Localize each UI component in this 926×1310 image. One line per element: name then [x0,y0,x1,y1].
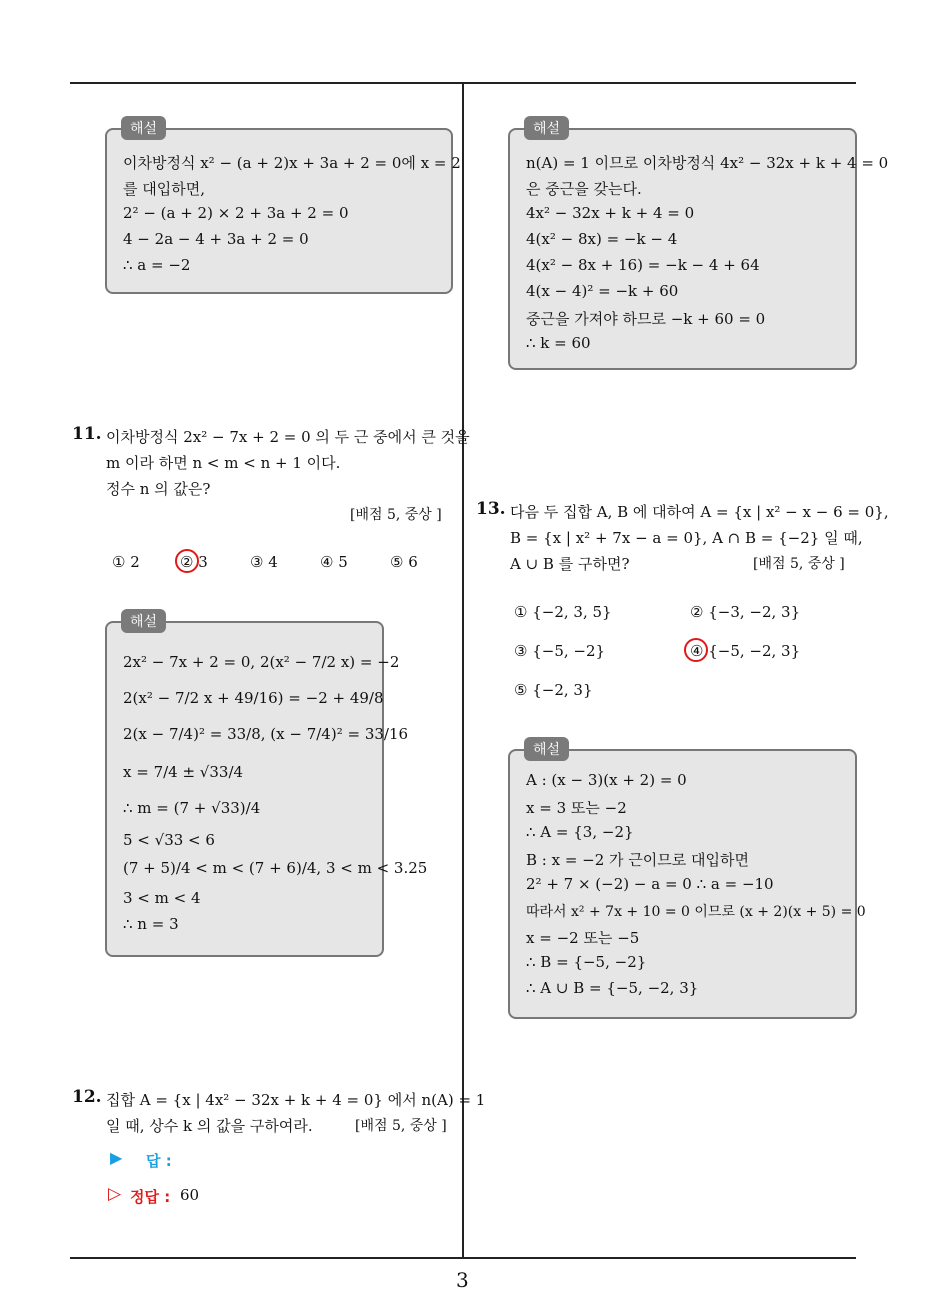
solution-line: 2² − (a + 2) × 2 + 3a + 2 = 0 [123,204,349,222]
question-text: 일 때, 상수 k 의 값을 구하여라. [106,1117,313,1135]
solution-line: 4(x² − 8x + 16) = −k − 4 + 64 [526,256,760,274]
choice-3[interactable]: ③ {−5, −2} [514,642,606,660]
choice-2[interactable]: ② {−3, −2, 3} [690,603,801,621]
solution-box-13 [508,742,866,1019]
solution-line: ∴ B = {−5, −2} [526,953,647,971]
solution-line: 2(x² − 7/2 x + 49/16) = −2 + 49/8 [123,689,384,707]
solution-line: 4(x − 4)² = −k + 60 [526,282,679,300]
solution-line: 5 < √33 < 6 [123,831,215,849]
choice-5[interactable]: ⑤ {−2, 3} [514,681,593,699]
correct-value: 60 [180,1186,200,1204]
solution-tag: 해설 [121,116,166,140]
solution-line: (7 + 5)/4 < m < (7 + 6)/4, 3 < m < 3.25 [123,859,428,877]
solution-line: 2² + 7 × (−2) − a = 0 ∴ a = −10 [526,875,774,893]
bottom-rule [70,1257,856,1259]
choice-4[interactable]: ④ 5 [320,553,348,571]
solution-line: 3 < m < 4 [123,889,201,907]
solution-line: A : (x − 3)(x + 2) = 0 [526,771,687,789]
choice-4[interactable]: ④ {−5, −2, 3} [690,642,801,660]
question-text: 정수 n 의 값은? [106,480,211,498]
solution-line: 를 대입하면, [123,180,205,198]
question-text: m 이라 하면 n < m < n + 1 이다. [106,454,341,472]
solution-line: ∴ A ∪ B = {−5, −2, 3} [526,979,699,997]
solution-line: 따라서 x² + 7x + 10 = 0 이므로 (x + 2)(x + 5) = 0 [526,904,866,920]
question-number: 13. [476,499,506,519]
answer-mark-circle [684,638,708,662]
solution-line: ∴ k = 60 [526,334,591,352]
solution-line: x = 3 또는 −2 [526,799,627,817]
page-number: 3 [456,1268,469,1292]
choice-2[interactable]: ② 3 [180,553,208,571]
solution-line: ∴ m = (7 + √33)/4 [123,799,261,817]
answer-mark-circle [175,549,199,573]
solution-box-12 [508,121,889,370]
correct-label: 정답 : [130,1188,171,1206]
question-number: 12. [72,1087,102,1107]
solution-line: 은 중근을 갖는다. [526,180,642,198]
column-divider [462,84,464,1257]
choice-1[interactable]: ① 2 [112,553,140,571]
solution-line: 중근을 가져야 하므로 −k + 60 = 0 [526,310,766,328]
answer-arrow-icon: ▶ [110,1148,123,1167]
solution-line: 이차방정식 x² − (a + 2)x + 3a + 2 = 0에 x = 2 [123,154,461,172]
choice-1[interactable]: ① {−2, 3, 5} [514,603,612,621]
points-label: [배점 5, 중상 ] [350,507,442,523]
question-number: 11. [72,424,102,444]
points-label: [배점 5, 중상 ] [753,556,845,572]
solution-line: x = 7/4 ± √33/4 [123,763,244,781]
solution-line: ∴ a = −2 [123,256,191,274]
solution-box-11 [105,614,428,957]
answer-label: 답 : [146,1152,172,1170]
solution-line: 4(x² − 8x) = −k − 4 [526,230,678,248]
question-text: A ∪ B 를 구하면? [510,555,630,573]
question-text: 이차방정식 2x² − 7x + 2 = 0 의 두 근 중에서 큰 것을 [106,428,470,446]
question-text: B = {x | x² + 7x − a = 0}, A ∩ B = {−2} 일 때, [510,529,863,547]
solution-line: x = −2 또는 −5 [526,929,640,947]
solution-line: n(A) = 1 이므로 이차방정식 4x² − 32x + k + 4 = 0 [526,154,889,172]
choice-3[interactable]: ③ 4 [250,553,278,571]
solution-line: ∴ n = 3 [123,915,179,933]
solution-line: 4x² − 32x + k + 4 = 0 [526,204,695,222]
solution-line: ∴ A = {3, −2} [526,823,634,841]
correct-arrow-icon: ▷ [108,1184,122,1204]
question-text: 다음 두 집합 A, B 에 대하여 A = {x | x² − x − 6 = 0}, [510,503,889,521]
solution-line: 4 − 2a − 4 + 3a + 2 = 0 [123,230,309,248]
solution-tag: 해설 [524,737,569,761]
solution-box-10 [105,121,461,294]
solution-tag: 해설 [121,609,166,633]
solution-tag: 해설 [524,116,569,140]
choice-5[interactable]: ⑤ 6 [390,553,418,571]
points-label: [배점 5, 중상 ] [355,1118,447,1134]
solution-line: B : x = −2 가 근이므로 대입하면 [526,851,750,869]
solution-line: 2x² − 7x + 2 = 0, 2(x² − 7/2 x) = −2 [123,653,400,671]
question-text: 집합 A = {x | 4x² − 32x + k + 4 = 0} 에서 n(A) = 1 [106,1091,486,1109]
solution-line: 2(x − 7/4)² = 33/8, (x − 7/4)² = 33/16 [123,725,409,743]
